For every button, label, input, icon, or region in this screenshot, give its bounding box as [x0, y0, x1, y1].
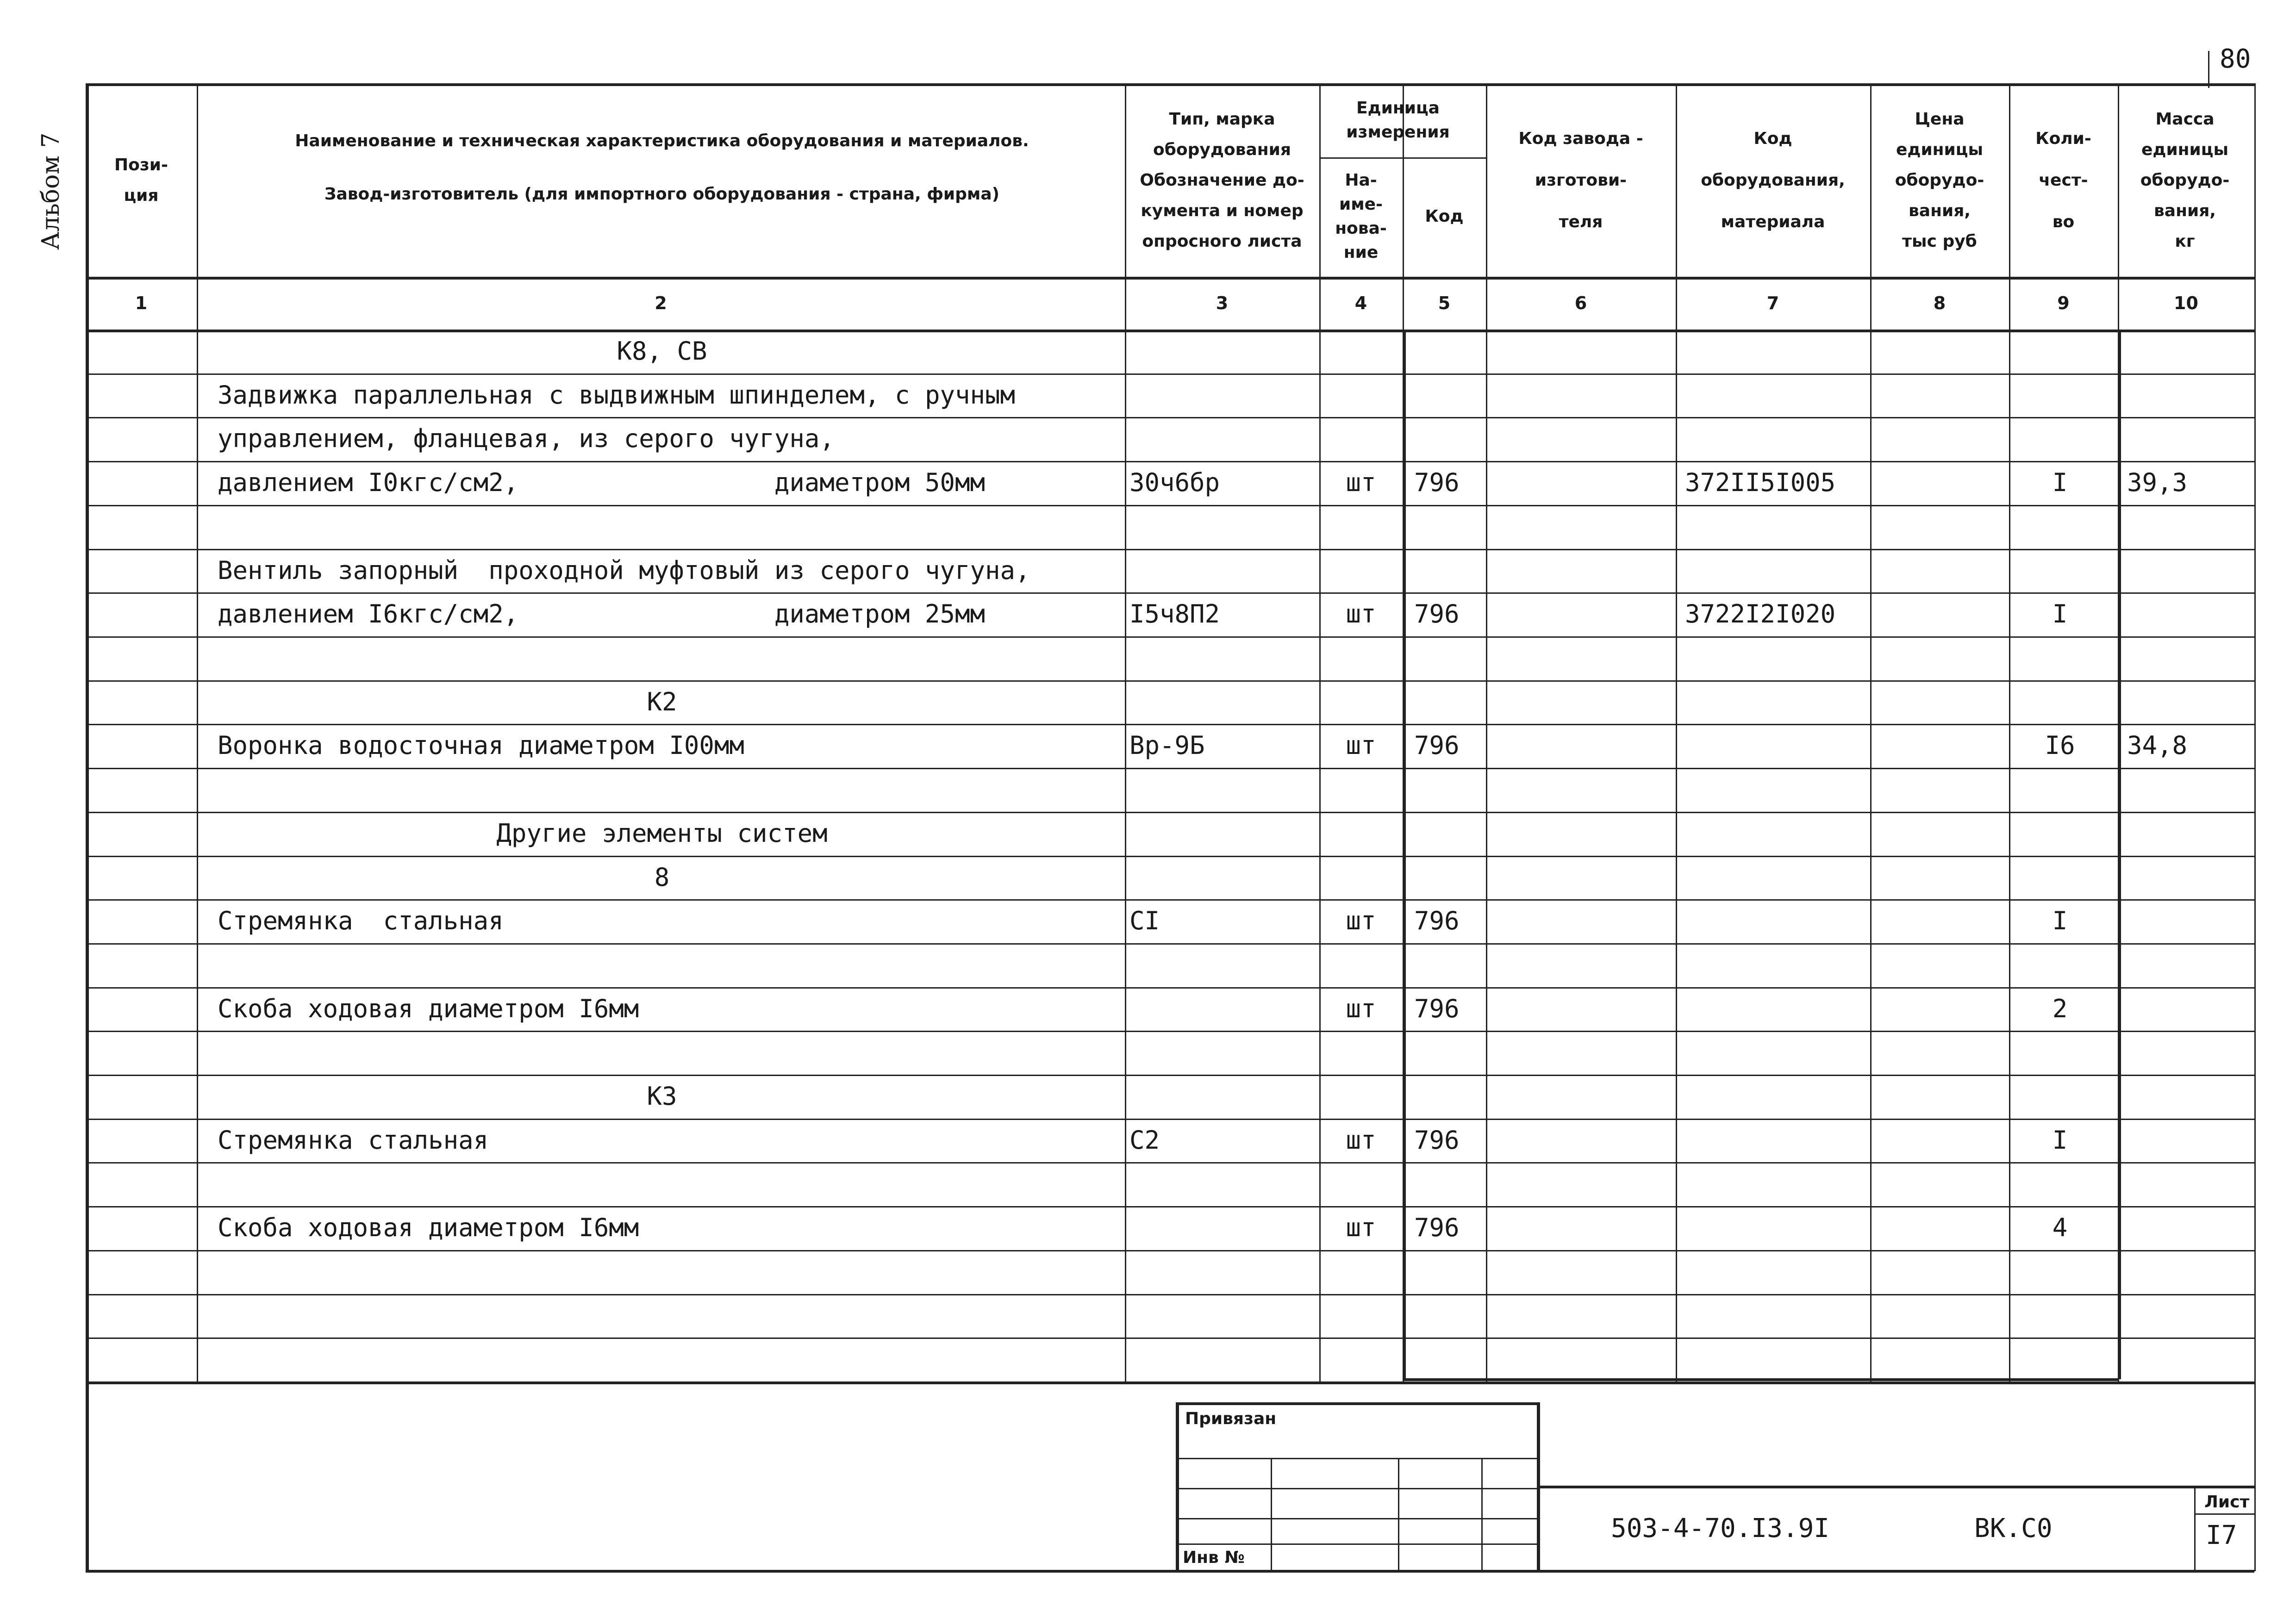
item-name: давлением I0кгс/см2, диаметром 50мм [218, 468, 986, 497]
header-equipment-code: Код оборудования, материала [1701, 129, 1845, 231]
header-unit-group: Единица измерения [1346, 99, 1450, 142]
item-type: 30ч6бр [1129, 468, 1220, 497]
column-number: 9 [2057, 293, 2070, 313]
thick-frame-top [1403, 330, 2118, 332]
item-unit: шт [1346, 1126, 1376, 1155]
item-quantity: I [2052, 468, 2068, 497]
section-heading: К2 [647, 687, 677, 716]
column-number: 6 [1574, 293, 1587, 313]
stamp-divider [1271, 1458, 1272, 1571]
body-bottom-border [86, 1381, 2254, 1384]
item-equipment-code: 3722I2I020 [1685, 599, 1836, 628]
title-block-top [1537, 1486, 2254, 1488]
document-mark: ВК.С0 [1974, 1513, 2053, 1543]
stamp-divider [1481, 1458, 1483, 1571]
column-number: 1 [135, 293, 148, 313]
item-type: Вр-9Б [1129, 731, 1205, 760]
row-line [86, 1031, 2254, 1032]
item-name: Стремянка стальная [218, 906, 504, 935]
sheet-box-left [2194, 1486, 2196, 1571]
header-unit-code: Код [1425, 206, 1464, 226]
item-quantity: 2 [2052, 994, 2068, 1023]
stamp-divider [1398, 1458, 1399, 1571]
item-quantity: I [2052, 599, 2068, 628]
item-unit-code: 796 [1414, 1126, 1460, 1155]
row-line [86, 373, 2254, 375]
table-right-border [2254, 83, 2256, 1571]
row-line [86, 1162, 2254, 1164]
row-line [86, 461, 2254, 462]
row-line [86, 505, 2254, 506]
item-type: CI [1129, 906, 1160, 935]
item-equipment-code: 372II5I005 [1685, 468, 1836, 497]
item-unit-code: 796 [1414, 1213, 1460, 1242]
item-unit-code: 796 [1414, 906, 1460, 935]
item-name: Скоба ходовая диаметром I6мм [218, 1213, 639, 1242]
sheet-number: I7 [2206, 1520, 2237, 1550]
inventory-number-label: Инв № [1183, 1548, 1245, 1567]
item-quantity: I [2052, 906, 2068, 935]
row-line [86, 1338, 2254, 1339]
item-unit: шт [1346, 994, 1376, 1023]
row-line [86, 1075, 2254, 1076]
page-number-bar [2208, 51, 2209, 88]
header-factory-code: Код завода - изготови- теля [1518, 129, 1643, 231]
page-number: 80 [2220, 44, 2251, 74]
item-name: Стремянка стальная [218, 1126, 489, 1155]
page-bottom-border [86, 1570, 2254, 1573]
item-mass: 34,8 [2127, 731, 2188, 760]
thick-frame-bottom [1403, 1378, 2118, 1381]
stamp-top [1176, 1402, 1537, 1405]
row-line [86, 724, 2254, 725]
item-name: давлением I6кгс/см2, диаметром 25мм [218, 599, 986, 628]
stamp-line [1176, 1543, 1537, 1545]
item-quantity: I [2052, 1126, 2068, 1155]
row-line [86, 856, 2254, 857]
stamp-line [1176, 1518, 1537, 1519]
column-number: 3 [1216, 293, 1229, 313]
item-unit-code: 796 [1414, 599, 1460, 628]
stamp-left [1176, 1402, 1179, 1571]
stamp-line [1176, 1458, 1537, 1459]
item-unit: шт [1346, 731, 1376, 760]
row-line [86, 549, 2254, 550]
item-name: Воронка водосточная диаметром I00мм [218, 731, 744, 760]
row-line [86, 636, 2254, 638]
header-name-line2: Завод-изготовитель (для импортного оборудования - страна, фирма) [324, 185, 1000, 204]
item-name: Скоба ходовая диаметром I6мм [218, 994, 639, 1023]
column-number: 2 [655, 293, 667, 313]
header-price: Цена единицы оборудо- вания, тыс руб [1895, 110, 1984, 251]
thick-frame-left [1403, 330, 1406, 1379]
item-unit: шт [1346, 906, 1376, 935]
header-name-line1: Наименование и техническая характеристика оборудования и материалов. [295, 131, 1029, 150]
item-unit-code: 796 [1414, 731, 1460, 760]
sheet-label: Лист [2204, 1493, 2250, 1512]
header-quantity: Коли- чест- во [2035, 129, 2091, 231]
row-line [86, 1119, 2254, 1120]
row-line [86, 417, 2254, 418]
row-line [86, 987, 2254, 989]
item-unit-code: 796 [1414, 994, 1460, 1023]
column-number: 8 [1933, 293, 1946, 313]
row-line [86, 768, 2254, 769]
section-heading: К8, СВ [617, 336, 707, 366]
item-type: С2 [1129, 1126, 1160, 1155]
row-line [86, 943, 2254, 945]
item-unit-code: 796 [1414, 468, 1460, 497]
section-heading: 8 [654, 863, 670, 892]
column-number: 10 [2174, 293, 2198, 313]
row-line [86, 1294, 2254, 1295]
item-type: I5ч8П2 [1129, 599, 1220, 628]
item-name: управлением, фланцевая, из серого чугуна, [218, 424, 835, 453]
thick-frame-right [2118, 330, 2121, 1379]
section-heading: К3 [647, 1082, 677, 1111]
item-unit: шт [1346, 599, 1376, 628]
row-line [86, 1250, 2254, 1251]
album-label: Альбом 7 [37, 132, 65, 250]
row-line [86, 899, 2254, 901]
row-line [86, 812, 2254, 813]
stamp-line [1176, 1488, 1537, 1489]
item-name: Задвижка параллельная с выдвижным шпинделем, с ручным [218, 380, 1016, 410]
header-type: Тип, марка оборудования Обозначение до- кумента и номер опросного листа [1140, 110, 1304, 251]
header-mass: Масса единицы оборудо- вания, кг [2140, 110, 2230, 251]
document-code: 503-4-70.I3.9I [1611, 1513, 1830, 1543]
sheet-box-divider [2194, 1513, 2254, 1515]
column-number: 7 [1766, 293, 1779, 313]
column-number: 4 [1354, 293, 1367, 313]
row-line [86, 592, 2254, 594]
item-quantity: I6 [2045, 731, 2075, 760]
item-unit: шт [1346, 1213, 1376, 1242]
privyazan-label: Привязан [1185, 1409, 1277, 1428]
row-line [86, 1206, 2254, 1207]
row-line [86, 680, 2254, 682]
item-unit: шт [1346, 468, 1376, 497]
item-name: Вентиль запорный проходной муфтовый из серого чугуна, [218, 556, 1030, 585]
column-number: 5 [1438, 293, 1451, 313]
item-mass: 39,3 [2127, 468, 2188, 497]
item-quantity: 4 [2052, 1213, 2068, 1242]
header-unit-name: На- име- нова- ние [1335, 170, 1387, 262]
header-position: Пози- ция [114, 156, 168, 205]
section-heading: Другие элементы систем [496, 819, 828, 848]
